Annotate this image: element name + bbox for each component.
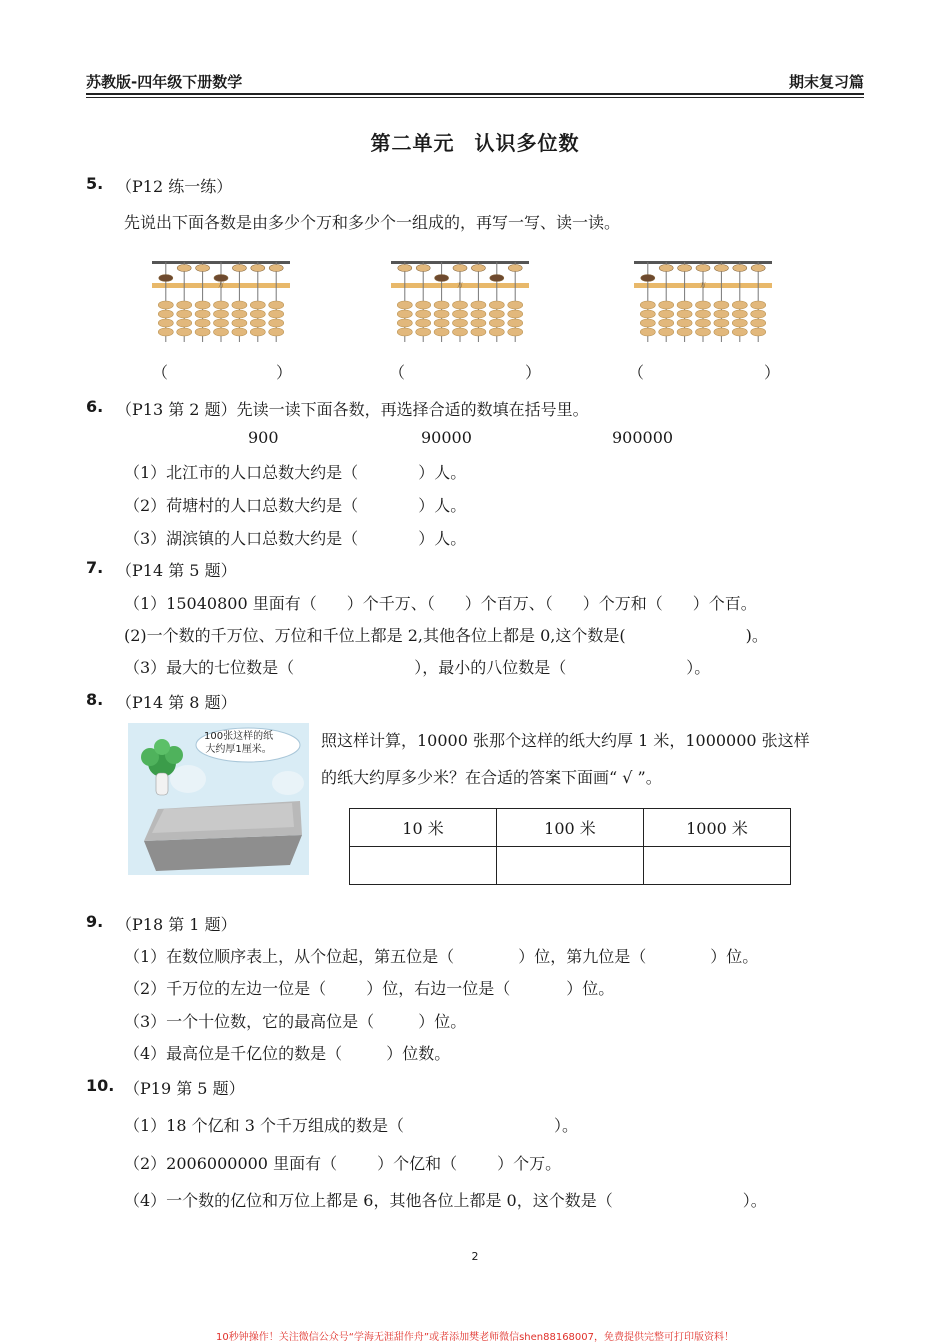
- abacus-lower-bead: [471, 319, 486, 327]
- abacus-lower-bead: [416, 310, 431, 318]
- abacus-lower-bead: [397, 328, 412, 336]
- abacus-lower-bead: [214, 301, 229, 309]
- abacus-lower-bead: [158, 328, 173, 336]
- abacus-lower-bead: [250, 319, 265, 327]
- abacus-lower-bead: [397, 301, 412, 309]
- q6-option-2: 90000: [421, 428, 472, 447]
- abacus-lower-bead: [508, 319, 523, 327]
- abacus-lower-bead: [471, 328, 486, 336]
- abacus-lower-bead: [677, 301, 692, 309]
- q5-number: 5.: [86, 174, 104, 193]
- abacus-lower-bead: [434, 319, 449, 327]
- abacus-upper-bead: [159, 275, 173, 282]
- q5-blank-2-open: （: [389, 363, 406, 382]
- abacus-lower-bead: [677, 328, 692, 336]
- abacus-upper-bead: [490, 275, 504, 282]
- page-number: 2: [471, 1250, 479, 1263]
- abacus-lower-bead: [416, 319, 431, 327]
- q9-line-2: （2）千万位的左边一位是（ ）位，右边一位是（ ）位。: [124, 979, 615, 998]
- abacus-upper-bead: [435, 275, 449, 282]
- q6-text: （P13 第 2 题）先读一读下面各数，再选择合适的数填在括号里。: [116, 400, 589, 419]
- abacus-lower-bead: [489, 310, 504, 318]
- q7-line-1: （1）15040800 里面有（ ）个千万、（ ）个百万、（ ）个万和（ ）个百。: [124, 594, 757, 613]
- q10-number: 10.: [86, 1076, 115, 1095]
- q6-item-2: （2）荷塘村的人口总数大约是（ ）人。: [124, 496, 467, 515]
- abacus-lower-bead: [453, 301, 468, 309]
- q5-source: （P12 练一练）: [116, 177, 233, 196]
- abacus-lower-bead: [416, 328, 431, 336]
- abacus-lower-bead: [177, 310, 192, 318]
- q6-number: 6.: [86, 397, 104, 416]
- abacus-lower-bead: [508, 328, 523, 336]
- answer-cell-1000m[interactable]: [644, 847, 791, 885]
- abacus-lower-bead: [508, 310, 523, 318]
- q5-blank-2-close: ）: [525, 363, 542, 382]
- abacus-lower-bead: [751, 310, 766, 318]
- abacus-lower-bead: [732, 310, 747, 318]
- q5-blank-3-close: ）: [764, 363, 781, 382]
- abacus-upper-bead: [471, 265, 485, 272]
- abacus-lower-bead: [714, 319, 729, 327]
- abacus-lower-bead: [269, 319, 284, 327]
- q8-source: （P14 第 8 题）: [116, 693, 237, 712]
- abacus-lower-bead: [714, 301, 729, 309]
- q8-text-line-1: 照这样计算，10000 张那个这样的纸大约厚 1 米，1000000 张这样: [321, 731, 810, 750]
- q6-item-3: （3）湖滨镇的人口总数大约是（ ）人。: [124, 529, 467, 548]
- q8-text-line-2: 的纸大约厚多少米？在合适的答案下面画“ √ ”。: [321, 768, 662, 787]
- unit-label: 第二单元: [370, 131, 455, 155]
- q5-text: 先说出下面各数是由多少个万和多少个一组成的，再写一写、读一读。: [124, 213, 621, 232]
- abacus-lower-bead: [434, 328, 449, 336]
- abacus-lower-bead: [269, 310, 284, 318]
- abacus-lower-bead: [696, 310, 711, 318]
- abacus-lower-bead: [696, 319, 711, 327]
- abacus-lower-bead: [177, 319, 192, 327]
- answer-cell-100m[interactable]: [497, 847, 644, 885]
- abacus-lower-bead: [158, 310, 173, 318]
- q9-line-3: （3）一个十位数，它的最高位是（ ）位。: [124, 1012, 467, 1031]
- bubble-line-1: 100张这样的纸: [204, 731, 274, 742]
- abacus-place-mark: 万: [217, 282, 225, 289]
- table-header-100m: 100 米: [497, 809, 644, 847]
- abacus-upper-bead: [696, 265, 710, 272]
- abacus-upper-bead: [232, 265, 246, 272]
- abacus-lower-bead: [751, 328, 766, 336]
- q6-item-1: （1）北江市的人口总数大约是（ ）人。: [124, 463, 467, 482]
- unit-topic: 认识多位数: [474, 131, 580, 155]
- abacus-lower-bead: [232, 301, 247, 309]
- q6-option-1: 900: [248, 428, 279, 447]
- abacus-lower-bead: [714, 310, 729, 318]
- header-rule: [86, 93, 864, 95]
- q9-line-1: （1）在数位顺序表上，从个位起，第五位是（ ）位，第九位是（ ）位。: [124, 947, 759, 966]
- abacus-lower-bead: [397, 310, 412, 318]
- abacus-lower-bead: [489, 328, 504, 336]
- abacus-upper-bead: [453, 265, 467, 272]
- q7-line-3: （3）最大的七位数是（ ），最小的八位数是（ ）。: [124, 658, 711, 677]
- abacus-lower-bead: [232, 319, 247, 327]
- abacus-lower-bead: [640, 328, 655, 336]
- abacus-lower-bead: [732, 328, 747, 336]
- abacus-lower-bead: [489, 319, 504, 327]
- abacus-upper-bead: [641, 275, 655, 282]
- abacus-lower-bead: [434, 301, 449, 309]
- abacus-lower-bead: [677, 319, 692, 327]
- abacus-upper-bead: [251, 265, 265, 272]
- abacus-lower-bead: [471, 301, 486, 309]
- abacus-lower-bead: [659, 319, 674, 327]
- abacus-lower-bead: [640, 301, 655, 309]
- q5-blank-1-close: ）: [276, 363, 293, 382]
- abacus-lower-bead: [471, 310, 486, 318]
- abacus-upper-bead: [659, 265, 673, 272]
- q9-line-4: （4）最高位是千亿位的数是（ ）位数。: [124, 1044, 451, 1063]
- abacus-lower-bead: [751, 301, 766, 309]
- abacus-lower-bead: [489, 301, 504, 309]
- abacus-lower-bead: [214, 319, 229, 327]
- abacus-upper-bead: [416, 265, 430, 272]
- abacus-upper-bead: [678, 265, 692, 272]
- abacus-lower-bead: [232, 310, 247, 318]
- q10-line-3: （4）一个数的亿位和万位上都是 6，其他各位上都是 0，这个数是（ ）。: [124, 1191, 767, 1210]
- abacus-lower-bead: [714, 328, 729, 336]
- abacus-place-mark: 万: [456, 282, 464, 289]
- q7-source: （P14 第 5 题）: [116, 561, 237, 580]
- abacus-upper-bead: [177, 265, 191, 272]
- q5-blank-1-open: （: [152, 363, 169, 382]
- q7-line-2: (2)一个数的千万位、万位和千位上都是 2,其他各位上都是 0,这个数是( )。: [124, 626, 768, 645]
- abacus-lower-bead: [269, 301, 284, 309]
- q9-number: 9.: [86, 912, 104, 931]
- footer-promo: 10秒钟操作！关注微信公众号“学海无涯甜作舟”或者添加樊老师微信shen88168007，免费提供完整可打印版资料！: [215, 1332, 735, 1343]
- abacus-lower-bead: [732, 319, 747, 327]
- q6-option-3: 900000: [612, 428, 674, 447]
- abacus-lower-bead: [269, 328, 284, 336]
- q7-number: 7.: [86, 558, 104, 577]
- abacus-lower-bead: [696, 328, 711, 336]
- abacus-lower-bead: [696, 301, 711, 309]
- abacus-lower-bead: [434, 310, 449, 318]
- abacus-lower-bead: [453, 319, 468, 327]
- abacus-lower-bead: [751, 319, 766, 327]
- abacus-upper-bead: [714, 265, 728, 272]
- abacus-lower-bead: [250, 310, 265, 318]
- table-header-10m: 10 米: [350, 809, 497, 847]
- header-left: 苏教版-四年级下册数学: [86, 73, 243, 91]
- abacus-lower-bead: [453, 328, 468, 336]
- abacus-upper-bead: [398, 265, 412, 272]
- abacus-upper-bead: [733, 265, 747, 272]
- abacus-lower-bead: [508, 301, 523, 309]
- q8-answer-table: [349, 808, 791, 885]
- abacus-lower-bead: [177, 328, 192, 336]
- abacus-lower-bead: [158, 319, 173, 327]
- header-rule-thin: [86, 97, 864, 98]
- abacus-lower-bead: [250, 301, 265, 309]
- q8-number: 8.: [86, 690, 104, 709]
- abacus-lower-bead: [732, 301, 747, 309]
- abacus-lower-bead: [195, 328, 210, 336]
- abacus-lower-bead: [416, 301, 431, 309]
- abacus-lower-bead: [659, 310, 674, 318]
- abacus-lower-bead: [214, 328, 229, 336]
- abacus-lower-bead: [453, 310, 468, 318]
- speech-bubble-text: [204, 730, 273, 756]
- abacus-lower-bead: [158, 301, 173, 309]
- abacus-upper-bead: [269, 265, 283, 272]
- q9-source: （P18 第 1 题）: [116, 915, 237, 934]
- abacus-place-mark: 万: [699, 282, 707, 289]
- abacus-lower-bead: [232, 328, 247, 336]
- q5-blank-3-open: （: [628, 363, 645, 382]
- q10-line-1: （1）18 个亿和 3 个千万组成的数是（ ）。: [124, 1116, 578, 1135]
- abacus-upper-bead: [196, 265, 210, 272]
- answer-cell-10m[interactable]: [350, 847, 497, 885]
- abacus-lower-bead: [640, 310, 655, 318]
- abacus-lower-bead: [640, 319, 655, 327]
- q10-line-2: （2）2006000000 里面有（ ）个亿和（ ）个万。: [124, 1154, 562, 1173]
- abacus-lower-bead: [195, 310, 210, 318]
- abacus-lower-bead: [659, 301, 674, 309]
- abacus-lower-bead: [250, 328, 265, 336]
- abacus-lower-bead: [177, 301, 192, 309]
- bubble-line-2: 大约厚1厘米。: [205, 744, 272, 755]
- abacus-upper-bead: [508, 265, 522, 272]
- abacus-upper-bead: [751, 265, 765, 272]
- paper-stack-illustration: [128, 723, 309, 875]
- abacus-lower-bead: [659, 328, 674, 336]
- abacus-lower-bead: [195, 319, 210, 327]
- header-right: 期末复习篇: [788, 73, 864, 91]
- page-title: [0, 127, 950, 156]
- abacus-lower-bead: [677, 310, 692, 318]
- table-header-1000m: 1000 米: [644, 809, 791, 847]
- abacus-upper-bead: [214, 275, 228, 282]
- q10-source: （P19 第 5 题）: [124, 1079, 245, 1098]
- abacus-lower-bead: [397, 319, 412, 327]
- abacus-group: [120, 250, 820, 350]
- abacus-lower-bead: [214, 310, 229, 318]
- abacus-lower-bead: [195, 301, 210, 309]
